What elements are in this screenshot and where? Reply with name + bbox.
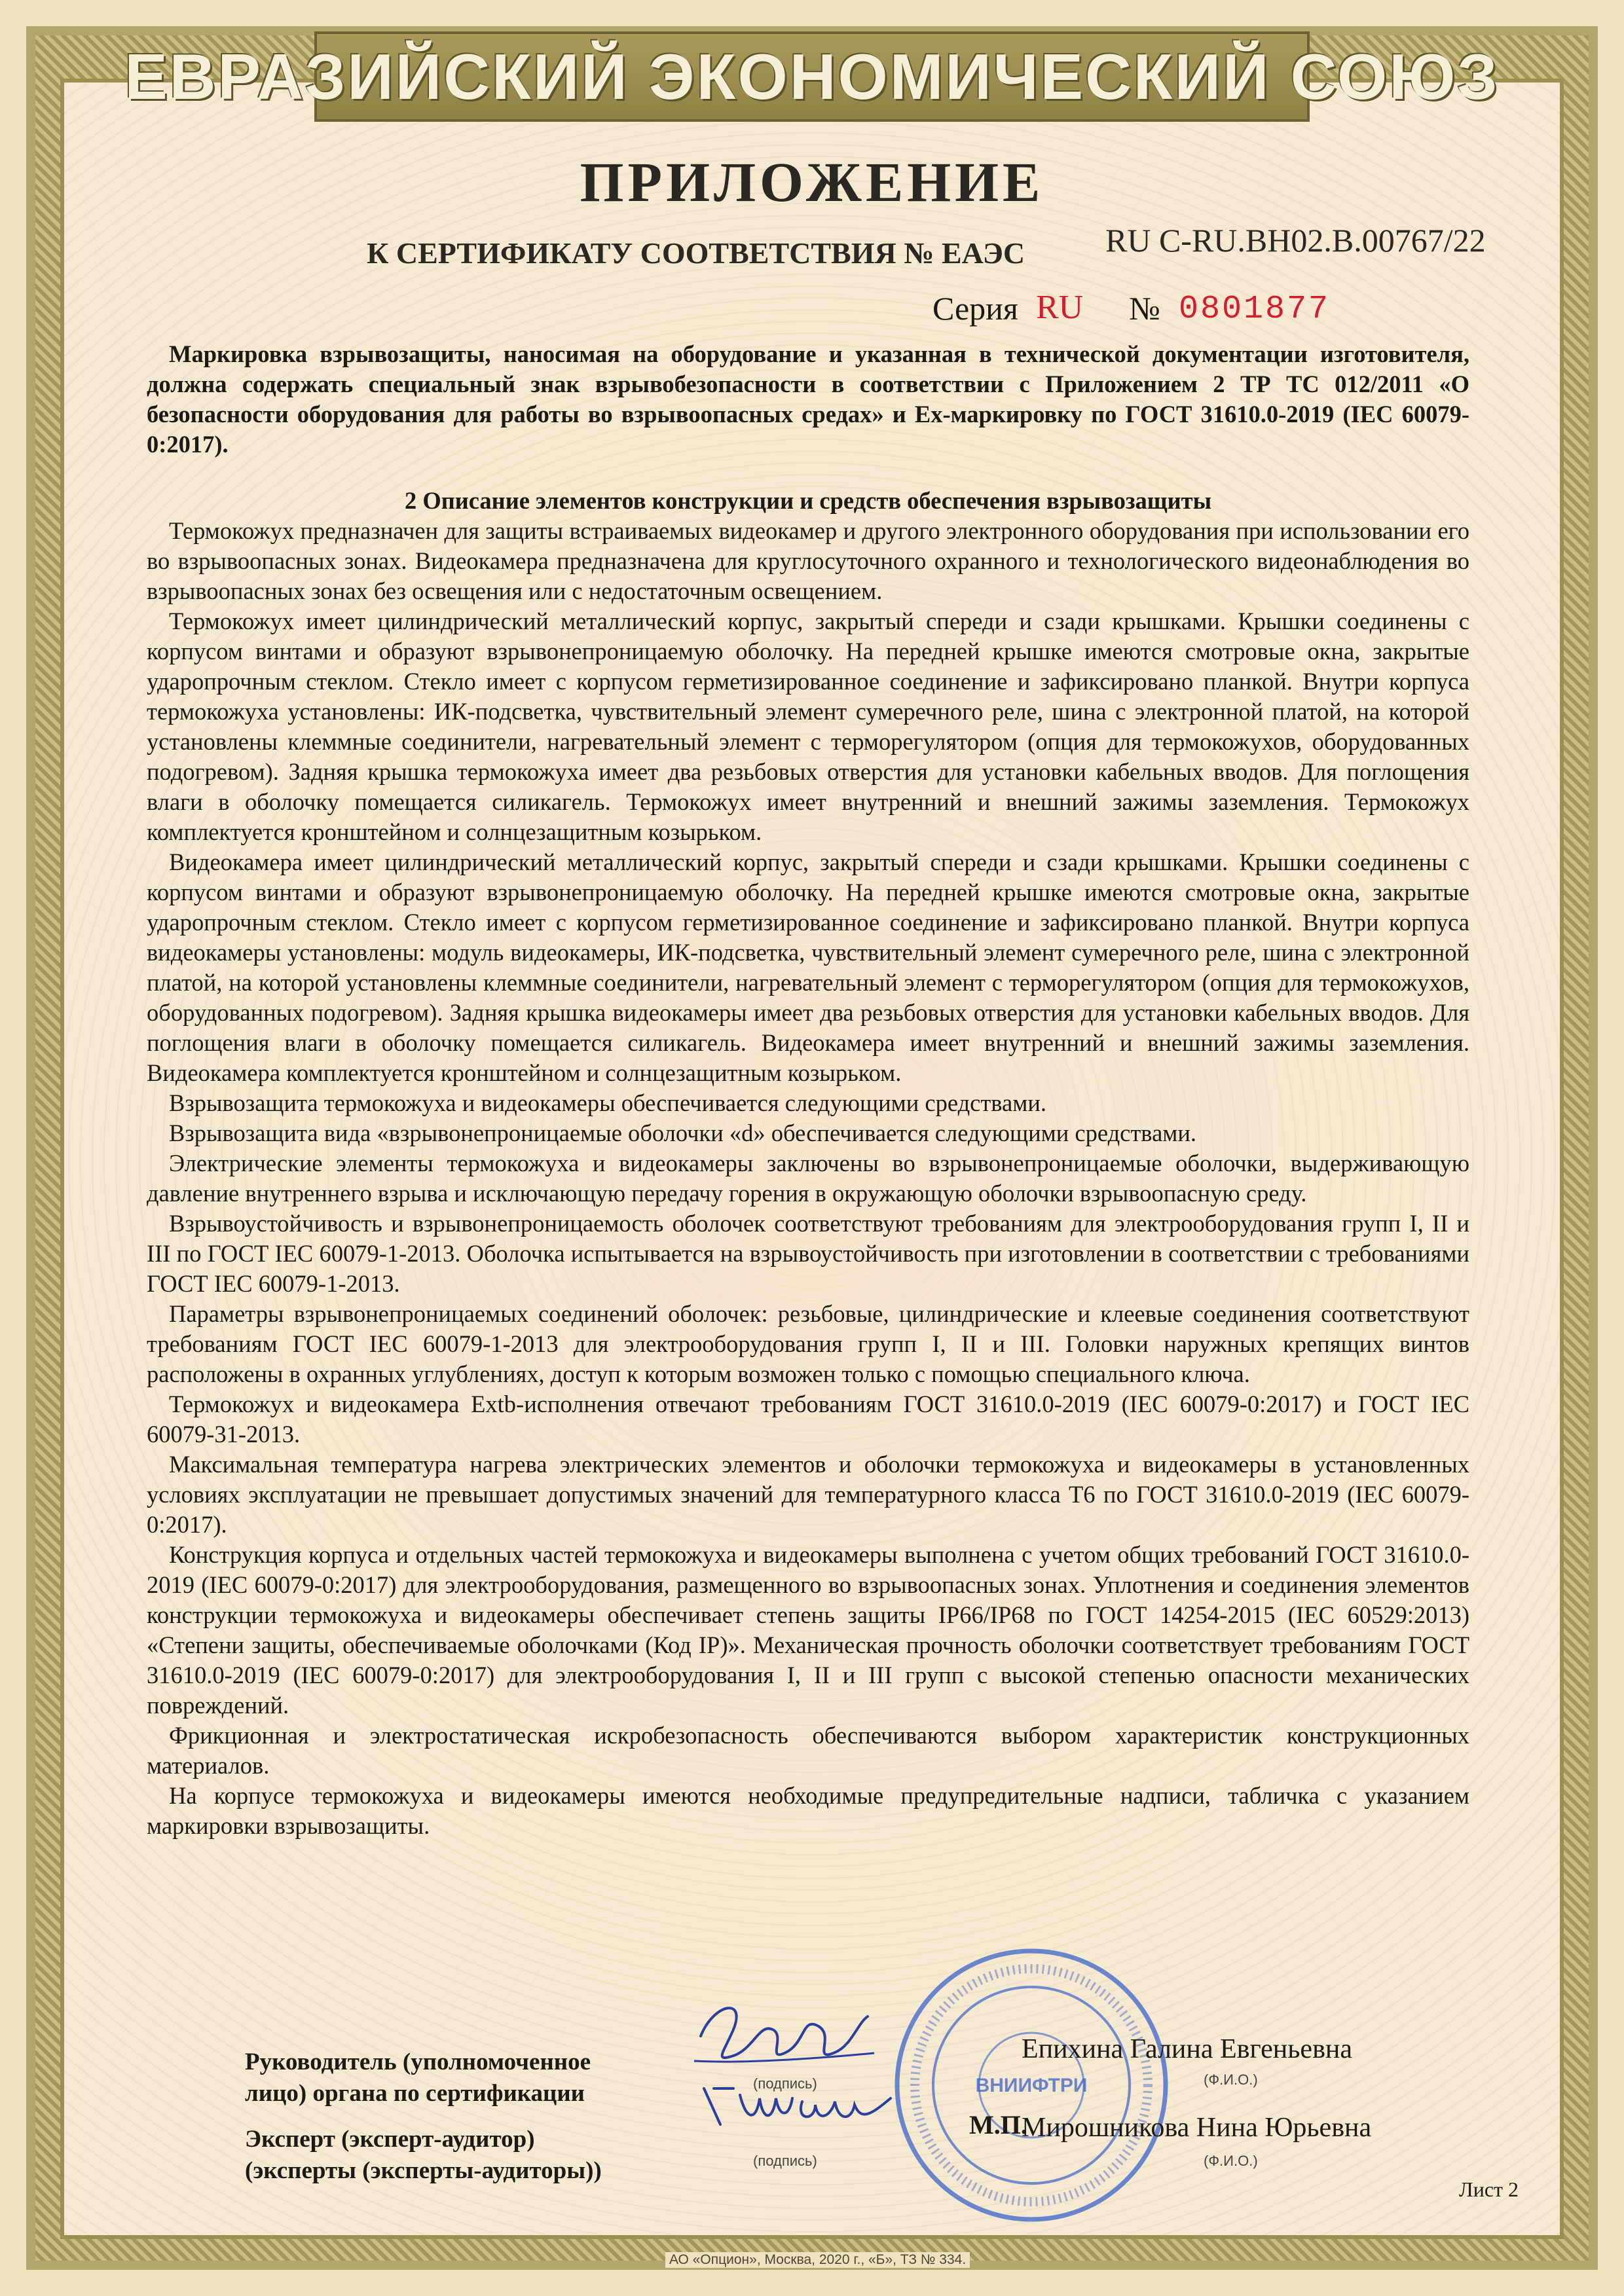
paragraph: Взрывоустойчивость и взрывонепроницаемость оболочек соответствуют требованиям для электрооборудования групп I, II и III по ГОСТ IEC 60079-1-2013. Оболочка испытывается на взрывоустойчивость при изготовлении в соответствии с требованиями ГОСТ IEC 60079-1-2013. (147, 1210, 1469, 1297)
svg-text:ВНИИФТРИ: ВНИИФТРИ (975, 2075, 1088, 2096)
head-label (245, 2047, 591, 2109)
header-banner (124, 31, 1500, 122)
head-signature-caption: (подпись) (753, 2075, 817, 2092)
expert-label-line1: Эксперт (эксперт-аудитор) (245, 2126, 535, 2153)
official-stamp (891, 1944, 1172, 2226)
paragraph: Термокожух и видеокамера Extb-исполнения отвечают требованиям ГОСТ 31610.0-2019 (IEC 60079-0:2017) и ГОСТ IEC 60079-31-2013. (147, 1391, 1469, 1448)
paragraph: Взрывозащита термокожуха и видеокамеры обеспечивается следующими средствами. (169, 1089, 1047, 1116)
paragraph: Конструкция корпуса и отдельных частей термокожуха и видеокамеры выполнена с учетом общих требований ГОСТ 31610.0-2019 (IEC 60079-0:2017) для электрооборудования, размещенного во взрывоопасных зонах. Уплотнения и соединения элементов конструкции термокожуха и видеокамеры обеспечивает степень защиты IP66/IP68 по ГОСТ 14254-2015 (IEC 60529:2013) «Степени защиты, обеспечиваемые оболочками (Код IP)». Механическая прочность оболочки соответствует требованиям ГОСТ 31610.0-2019 (IEC 60079-0:2017) для электрооборудования I, II и III групп с высокой степенью опасности механических повреждений. (147, 1541, 1469, 1719)
blank-number: 0801877 (1179, 291, 1331, 328)
blank-number-label: № (1129, 290, 1160, 327)
head-label-line2: лицо) органа по сертификации (245, 2080, 585, 2107)
document-body (147, 339, 1469, 1841)
paragraph: На корпусе термокожуха и видеокамеры имеются необходимые предупредительные надписи, табличка с указанием маркировки взрывозащиты. (147, 1782, 1469, 1839)
page-title: ПРИЛОЖЕНИЕ (580, 151, 1044, 213)
paragraph: Взрывозащита вида «взрывонепроницаемые оболочки «d» обеспечивается следующими средствами. (169, 1120, 1197, 1146)
series-value: RU (1036, 289, 1084, 326)
expert-label-line2: (эксперты (эксперты-аудиторы)) (245, 2157, 602, 2184)
banner-text: ЕВРАЗИЙСКИЙ ЭКОНОМИЧЕСКИЙ СОЮЗ (124, 40, 1500, 113)
section-heading: 2 Описание элементов конструкции и средств обеспечения взрывозащиты (404, 487, 1212, 514)
paragraph: Фрикционная и электростатическая искробезопасность обеспечиваются выбором характеристик конструкционных материалов. (147, 1722, 1469, 1779)
expert-name: Мирошникова Нина Юрьевна (1022, 2113, 1372, 2143)
expert-label (245, 2124, 602, 2187)
expert-fio-caption: (Ф.И.О.) (1204, 2153, 1258, 2169)
head-name: Епихина Галина Евгеньевна (1022, 2034, 1353, 2064)
paragraph: Термокожух предназначен для защиты встраиваемых видеокамер и другого электронного оборудования при использовании его во взрывоопасных зонах. Видеокамера предназначена для круглосуточного охранного и технологического видеонаблюдения во взрывоопасных зонах без освещения или с недостаточным освещением. (147, 517, 1469, 604)
paragraph: Термокожух имеет цилиндрический металлический корпус, закрытый спереди и сзади крышками. Крышки соединены с корпусом винтами и образуют взрывонепроницаемую оболочку. На передней крышке имеются смотровые окна, закрытые ударопрочным стеклом. Стекло имеет с корпусом герметизированное соединение и зафиксировано планкой. Внутри корпуса термокожуха установлены: ИК-подсветка, чувствительный элемент сумеречного реле, шина с электронной платой, на которой установлены клеммные соединители, нагревательный элемент с терморегулятором (опция для термокожухов, оборудованных подогревом). Задняя крышка термокожуха имеет два резьбовых отверстия для установки кабельных вводов. Для поглощения влаги в оболочку помещается силикагель. Термокожух имеет внутренний и внешний зажимы заземления. Термокожух комплектуется кронштейном и солнцезащитным козырьком. (147, 608, 1469, 845)
paragraph: Видеокамера имеет цилиндрический металлический корпус, закрытый спереди и сзади крышками. Крышки соединены с корпусом винтами и образуют взрывонепроницаемую оболочку. На передней крышке имеются смотровые окна, закрытые ударопрочным стеклом. Стекло имеет с корпусом герметизированное соединение и зафиксировано планкой. Внутри корпуса видеокамеры установлены: модуль видеокамеры, ИК-подсветка, чувствительный элемент сумеречного реле, шина с электронной платой, на которой установлены клеммные соединители, нагревательный элемент с терморегулятором (опция для термокожухов, оборудованных подогревом). Задняя крышка видеокамеры имеет два резьбовых отверстия для установки кабельных вводов. Для поглощения влаги в оболочку помещается силикагель. Видеокамера имеет внутренний и внешний зажимы заземления. Видеокамера комплектуется кронштейном и солнцезащитным козырьком. (147, 848, 1469, 1086)
head-label-line1: Руководитель (уполномоченное (245, 2049, 591, 2075)
stamp-label: М.П. (969, 2110, 1027, 2140)
series-label: Серия (932, 290, 1018, 327)
sheet-number: Лист 2 (1459, 2178, 1519, 2201)
intro-paragraph: Маркировка взрывозащиты, наносимая на оборудование и указанная в технической документации изготовителя, должна содержать специальный знак взрывобезопасности в соответствии с Приложением 2 ТР ТС 012/2011 «О безопасности оборудования для работы во взрывоопасных средах» и Ех-маркировку по ГОСТ 31610.0-2019 (IEC 60079-0:2017). (147, 340, 1469, 458)
certificate-subtitle: К СЕРТИФИКАТУ СООТВЕТСТВИЯ № ЕАЭС (367, 236, 1025, 270)
head-fio-caption: (Ф.И.О.) (1204, 2071, 1258, 2088)
expert-signature-caption: (подпись) (753, 2153, 817, 2169)
paragraph: Электрические элементы термокожуха и видеокамеры заключены во взрывонепроницаемые оболочки, выдерживающую давление внутреннего взрыва и исключающую передачу горения в окружающую оболочки взрывоопасную среду. (147, 1150, 1469, 1207)
certificate-number: RU C-RU.BH02.B.00767/22 (1105, 222, 1486, 259)
paragraph: Максимальная температура нагрева электрических элементов и оболочки термокожуха и видеокамеры в установленных условиях эксплуатации не превышает допустимых значений для температурного класса Т6 по ГОСТ 31610.0-2019 (IEC 60079-0:2017). (147, 1451, 1469, 1538)
printer-imprint: АО «Опцион», Москва, 2020 г., «Б», ТЗ № 334. (665, 2252, 970, 2268)
head-signature (688, 1990, 877, 2075)
paragraph: Параметры взрывонепроницаемых соединений оболочек: резьбовые, цилиндрические и клеевые соединения соответствуют требованиям ГОСТ IEC 60079-1-2013 для электрооборудования групп I, II и III. Головки наружных крепящих винтов расположены в охранных углублениях, доступ к которым возможен только с помощью специального ключа. (147, 1300, 1469, 1387)
